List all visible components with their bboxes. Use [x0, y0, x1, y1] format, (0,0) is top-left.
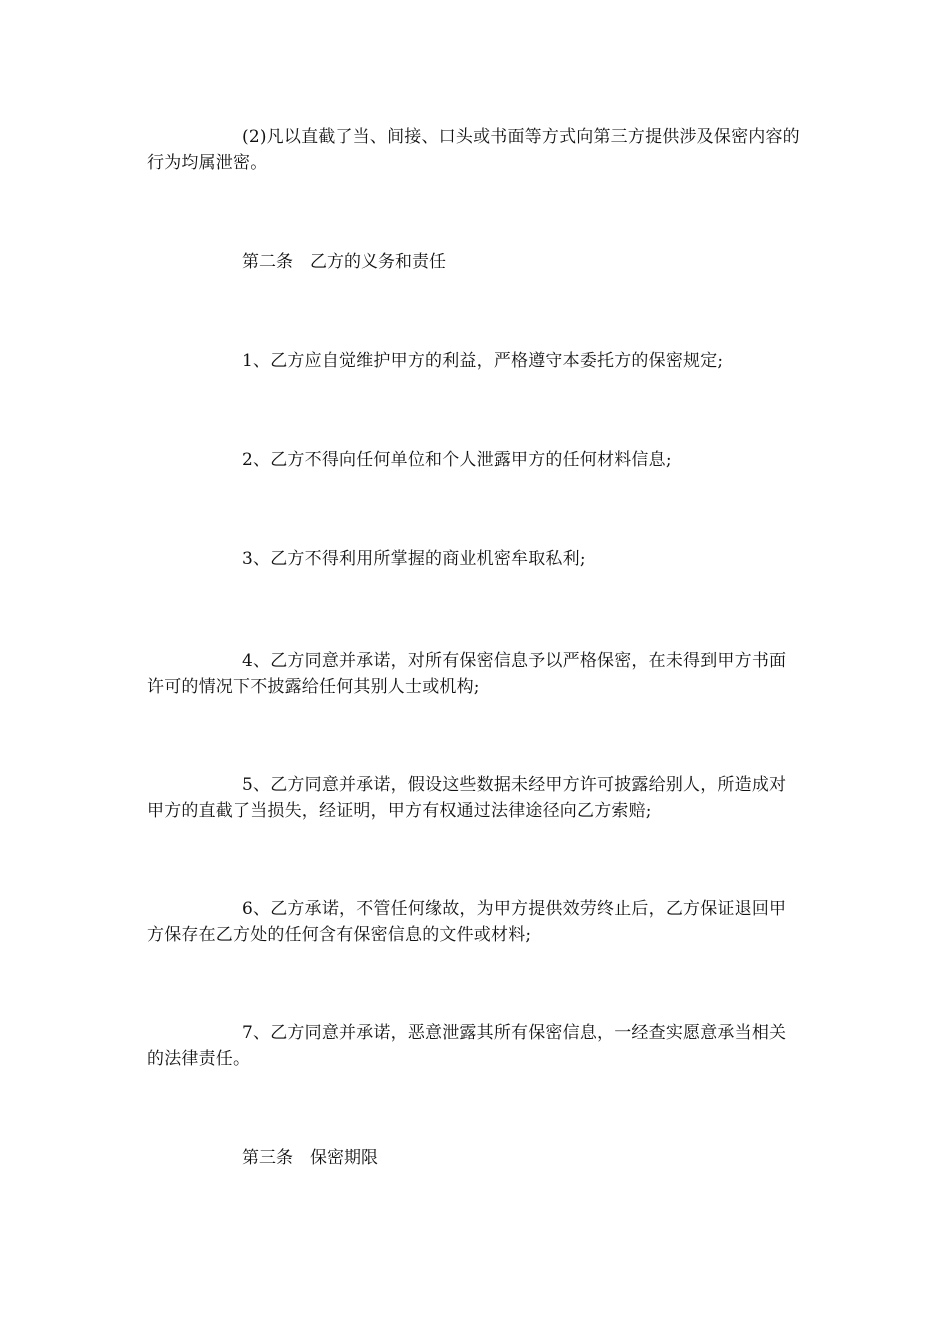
- paragraph-duty-3: 3、乙方不得利用所掌握的商业机密牟取私利;: [242, 549, 586, 569]
- section-heading-article-2: 第二条 乙方的义务和责任: [242, 252, 446, 272]
- section-heading-article-3: 第三条 保密期限: [242, 1148, 378, 1168]
- paragraph-duty-5: 5、乙方同意并承诺，假设这些数据未经甲方许可披露给别人，所造成对甲方的直截了当损失，经证明，甲方有权通过法律途径向乙方索赔;: [147, 775, 787, 821]
- paragraph-leak-definition: (2)凡以直截了当、间接、口头或书面等方式向第三方提供涉及保密内容的行为均属泄密。: [147, 127, 800, 173]
- paragraph-duty-2: 2、乙方不得向任何单位和个人泄露甲方的任何材料信息;: [242, 450, 672, 470]
- paragraph-duty-6: 6、乙方承诺，不管任何缘故，为甲方提供效劳终止后，乙方保证退回甲方保存在乙方处的任何含有保密信息的文件或材料;: [147, 899, 787, 945]
- paragraph-duty-1: 1、乙方应自觉维护甲方的利益，严格遵守本委托方的保密规定;: [242, 351, 724, 371]
- paragraph-duty-4: 4、乙方同意并承诺，对所有保密信息予以严格保密，在未得到甲方书面许可的情况下不披露给任何其别人士或机构;: [147, 651, 787, 697]
- paragraph-duty-7: 7、乙方同意并承诺，恶意泄露其所有保密信息，一经查实愿意承当相关的法律责任。: [147, 1023, 787, 1069]
